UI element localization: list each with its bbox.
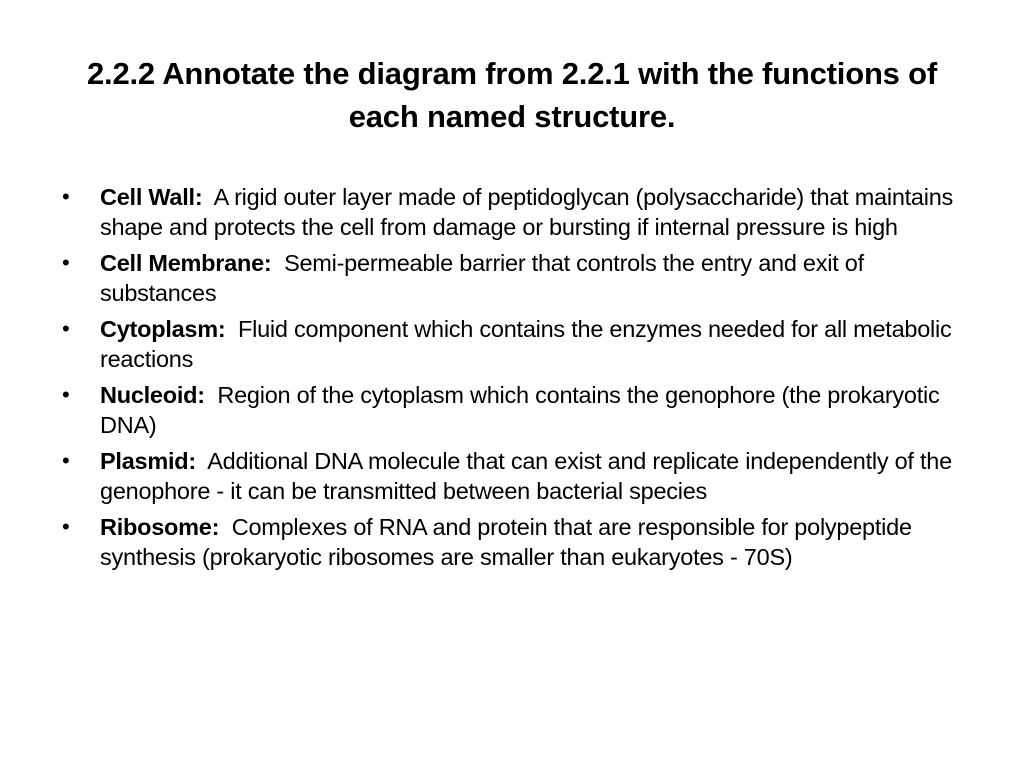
bullet-icon: • [62, 382, 70, 407]
term-description: Semi-permeable barrier that controls the entry and exit of substances [100, 250, 864, 306]
term-label: Ribosome: [100, 514, 220, 540]
term-description: Additional DNA molecule that can exist and replicate independently of the genophore - it can be transmitted between bacterial species [100, 448, 952, 504]
term-description: A rigid outer layer made of peptidoglycan (polysaccharide) that maintains shape and protects the cell from damage or bursting if internal pressure is high [100, 184, 954, 240]
term-label: Cell Wall: [100, 184, 203, 210]
term-label: Plasmid: [100, 448, 196, 474]
bullet-item-nucleoid [60, 380, 960, 440]
term-label: Cytoplasm: [100, 316, 226, 342]
bullet-icon: • [62, 250, 70, 275]
bullet-icon: • [62, 514, 70, 539]
bullet-icon: • [62, 448, 70, 473]
slide-title: 2.2.2 Annotate the diagram from 2.2.1 with the functions of each named structure. [87, 56, 937, 134]
term-description: Fluid component which contains the enzymes needed for all metabolic reactions [100, 316, 952, 372]
term-label: Nucleoid: [100, 382, 205, 408]
bullet-item-plasmid [60, 446, 960, 506]
term-description: Complexes of RNA and protein that are responsible for polypeptide synthesis (prokaryotic ribosomes are smaller than eukaryotes - 70S) [100, 514, 912, 570]
term-label: Cell Membrane: [100, 250, 272, 276]
bullet-item-ribosome [60, 512, 960, 572]
bullet-item-cell-wall [60, 182, 960, 242]
bullet-list [60, 182, 960, 578]
term-description: Region of the cytoplasm which contains the genophore (the prokaryotic DNA) [100, 382, 940, 438]
bullet-item-cytoplasm [60, 314, 960, 374]
bullet-icon: • [62, 184, 70, 209]
bullet-item-cell-membrane [60, 248, 960, 308]
bullet-icon: • [62, 316, 70, 341]
